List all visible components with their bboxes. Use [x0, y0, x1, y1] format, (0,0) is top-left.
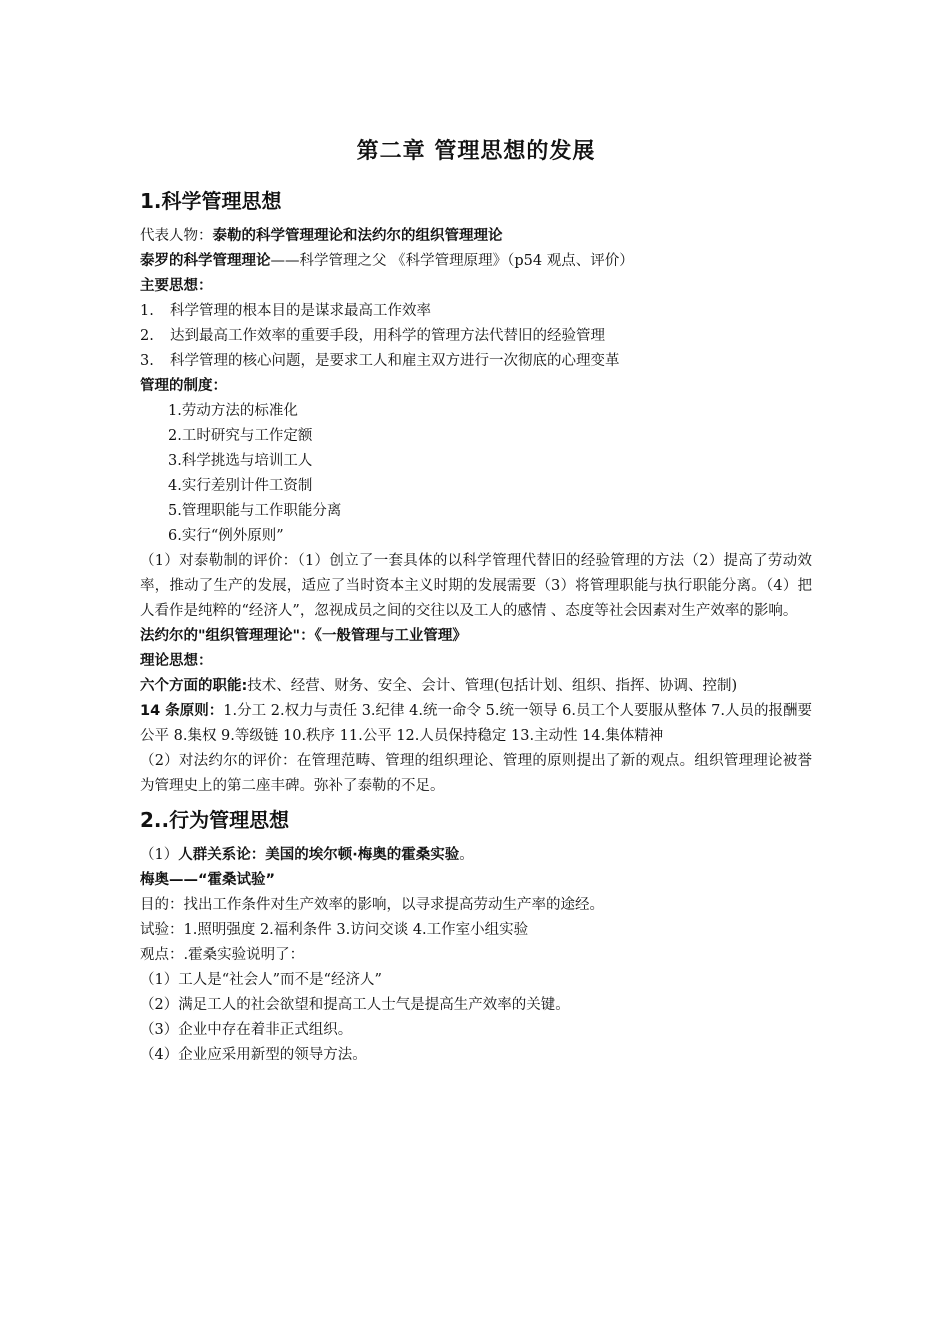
thought-number: 3.	[140, 353, 154, 369]
fourteen-principles-text: 1.分工 2.权力与责任 3.纪律 4.统一命令 5.统一领导 6.员工个人要服从整体 7.人员的报酬要公平 8.集权 9.等级链 10.秩序 11.公平 12.人员保持稳定 13.主动性 14.集体精神	[140, 703, 812, 744]
representatives-label: 代表人物：	[140, 228, 213, 244]
thought-number: 2.	[140, 328, 154, 344]
six-functions	[140, 674, 812, 699]
system-item: 6.实行“例外原则”	[168, 528, 284, 544]
taylor-theory-line	[140, 249, 812, 274]
human-relations-prefix: （1）	[140, 847, 179, 863]
human-relations-line	[140, 843, 812, 868]
main-thought-label: 主要思想：	[140, 278, 213, 294]
six-functions-text: 技术、经营、财务、安全、会计、管理(包括计划、组织、指挥、协调、控制)	[247, 678, 738, 694]
thought-number: 1.	[140, 303, 154, 319]
thought-text: 科学管理的根本目的是谋求最高工作效率	[170, 303, 431, 319]
fourteen-principles	[140, 699, 812, 749]
system-item: 2.工时研究与工作定额	[168, 428, 313, 444]
experiments-line: 试验：1.照明强度 2.福利条件 3.访问交谈 4.工作室小组实验	[140, 922, 529, 938]
thought-item	[140, 324, 812, 349]
representatives-line	[140, 224, 812, 249]
system-item: 3.科学挑选与培训工人	[168, 453, 313, 469]
six-functions-label: 六个方面的职能:	[140, 678, 248, 694]
thought-item	[140, 299, 812, 324]
system-item: 1.劳动方法的标准化	[168, 403, 298, 419]
view-item: （2）满足工人的社会欲望和提高工人士气是提高生产效率的关键。	[140, 997, 570, 1013]
taylor-theory-detail: ——科学管理之父 《科学管理原理》（p54 观点、评价）	[270, 253, 634, 269]
view-line: 观点：.霍桑实验说明了：	[140, 947, 305, 963]
fayol-heading: 法约尔的"组织管理理论"：《一般管理与工业管理》	[140, 628, 467, 644]
fourteen-principles-label: 14 条原则：	[140, 703, 224, 719]
human-relations-text: 人群关系论：美国的埃尔顿·梅奥的霍桑实验	[178, 847, 460, 863]
representatives-text: 泰勒的科学管理理论和法约尔的组织管理理论	[212, 228, 503, 244]
taylor-theory-label: 泰罗的科学管理理论	[140, 253, 271, 269]
section1-heading: 1.科学管理思想	[140, 189, 282, 213]
view-item: （3）企业中存在着非正式组织。	[140, 1022, 353, 1038]
chapter-title: 第二章 管理思想的发展	[356, 139, 596, 164]
fayol-evaluation: （2）对法约尔的评价：在管理范畴、管理的组织理论、管理的原则提出了新的观点。组织管理理论被誉为管理史上的第二座丰碑。弥补了泰勒的不足。	[140, 753, 812, 794]
thought-text: 达到最高工作效率的重要手段，用科学的管理方法代替旧的经验管理	[170, 328, 605, 344]
document-page	[140, 132, 812, 1068]
system-item: 5.管理职能与工作职能分离	[168, 503, 342, 519]
management-system-label: 管理的制度：	[140, 378, 227, 394]
theory-thought-label: 理论思想：	[140, 653, 213, 669]
purpose-line: 目的：找出工作条件对生产效率的影响，以寻求提高劳动生产率的途经。	[140, 897, 604, 913]
mayo-heading: 梅奥——“霍桑试验”	[140, 872, 276, 888]
human-relations-suffix: 。	[459, 847, 474, 863]
view-item: （1）工人是“社会人”而不是“经济人”	[140, 972, 382, 988]
thought-item	[140, 349, 812, 374]
system-item: 4.实行差别计件工资制	[168, 478, 313, 494]
view-item: （4）企业应采用新型的领导方法。	[140, 1047, 367, 1063]
section2-heading: 2..行为管理思想	[140, 808, 290, 832]
taylor-evaluation: （1）对泰勒制的评价：（1）创立了一套具体的以科学管理代替旧的经验管理的方法（2）提高了劳动效率，推动了生产的发展，适应了当时资本主义时期的发展需要（3）将管理职能与执行职能分离。（4）把人看作是纯粹的“经济人”，忽视成员之间的交往以及工人的感情 、态度等社会因素对生产效率的影响。	[140, 553, 812, 619]
thought-text: 科学管理的核心问题，是要求工人和雇主双方进行一次彻底的心理变革	[170, 353, 620, 369]
